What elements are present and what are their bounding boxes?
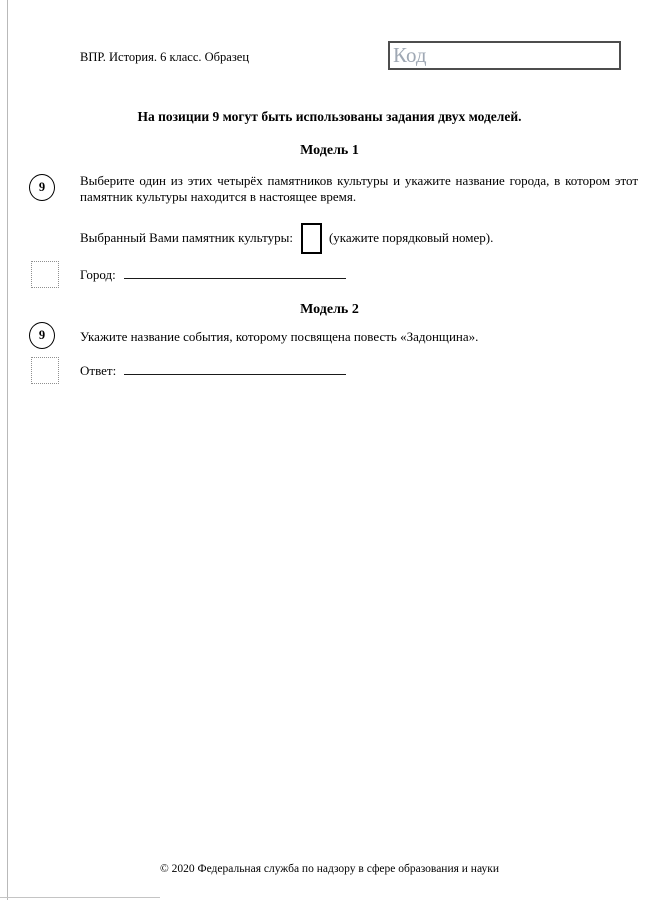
model2-score-box[interactable]	[31, 357, 59, 384]
event-answer-row	[80, 362, 346, 379]
document-title: ВПР. История. 6 класс. Образец	[80, 50, 250, 64]
task2-text: Укажите название события, которому посвящена повесть «Задонщина».	[80, 329, 479, 344]
code-field[interactable]	[388, 41, 621, 70]
task2-number: 9	[38, 328, 46, 342]
code-field-placeholder: Код	[393, 43, 427, 67]
model1-title: Модель 1	[300, 143, 359, 158]
task1-text: Выберите один из этих четырёх памятников культуры и укажите название города, в котором этот памятник культуры находится в настоящее время.	[80, 173, 638, 205]
monument-choice-row	[80, 220, 493, 256]
page-left-edge-line	[7, 0, 8, 900]
footer-copyright: © 2020 Федеральная служба по надзору в сфере образования и науки	[160, 863, 499, 875]
event-answer-line[interactable]	[124, 362, 346, 375]
task2-number-badge	[29, 322, 55, 349]
event-answer-label: Ответ:	[80, 363, 117, 378]
page-bottom-edge-line	[0, 897, 160, 898]
intro-note: На позиции 9 могут быть использованы задания двух моделей.	[137, 109, 522, 124]
task1-number: 9	[38, 180, 46, 194]
model2-title: Модель 2	[300, 302, 359, 317]
monument-choice-label: Выбранный Вами памятник культуры:	[80, 230, 293, 245]
city-answer-label: Город:	[80, 267, 116, 282]
monument-number-input-box[interactable]	[301, 223, 322, 254]
task1-number-badge	[29, 174, 55, 201]
city-answer-line[interactable]	[124, 266, 346, 279]
city-answer-row	[80, 266, 346, 283]
model1-score-box[interactable]	[31, 261, 59, 288]
monument-choice-hint: (укажите порядковый номер).	[328, 230, 494, 245]
